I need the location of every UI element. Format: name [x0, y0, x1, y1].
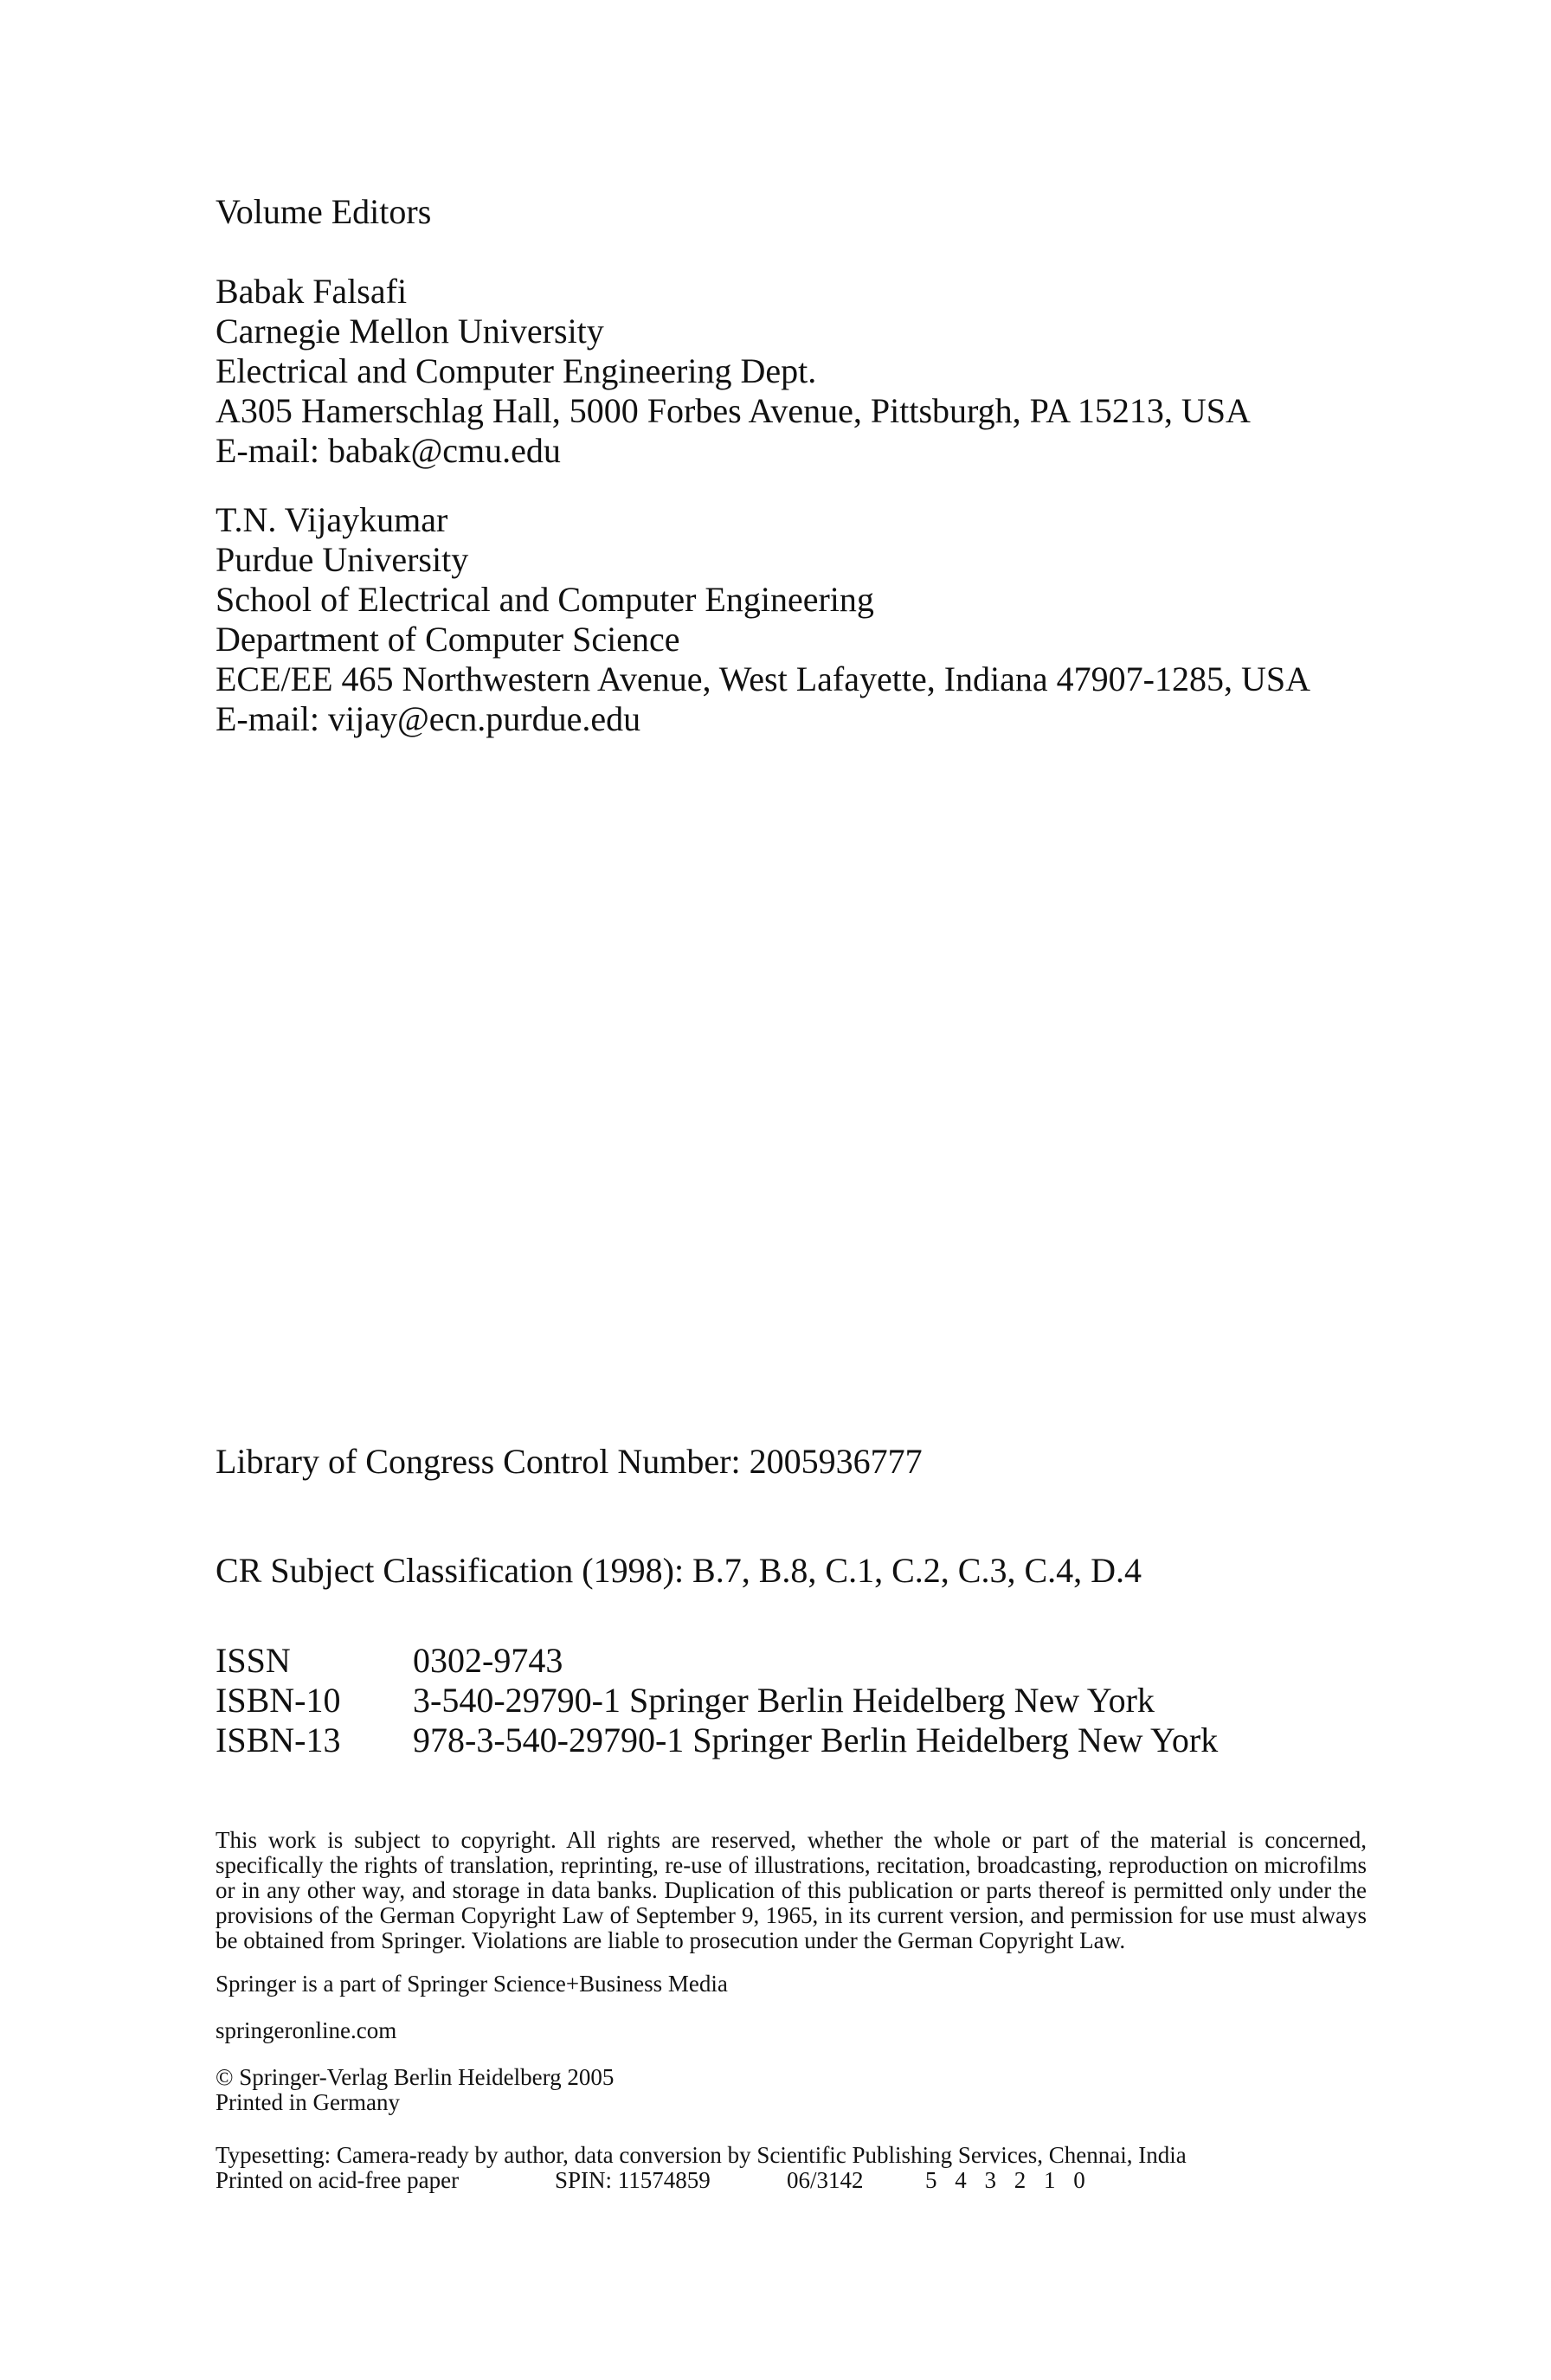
- identifier-value: 3-540-29790-1 Springer Berlin Heidelberg New York: [413, 1681, 1155, 1720]
- identifier-row: [216, 1721, 1218, 1760]
- spin-number: SPIN: 11574859: [555, 2167, 711, 2193]
- editor-name: T.N. Vijaykumar: [216, 500, 448, 539]
- copyright-notice: This work is subject to copyright. All rights are reserved, whether the whole or part of the material is concerned, specifically the rights of translation, reprinting, re-use of illustrations, recitation, broadcasting, reproduction on microfilms or in any other way, and storage in data banks. Duplication of this publication or parts thereof is permitted only under the provisions of the German Copyright Law of September 9, 1965, in its current version, and permission for use must always be obtained from Springer. Violations are liable to prosecution under the German Copyright Law.: [216, 1827, 1367, 1953]
- copyright-block: [216, 2065, 614, 2115]
- springer-affiliation: Springer is a part of Springer Science+Business Media: [216, 1971, 728, 1997]
- cr-subject-classification: CR Subject Classification (1998): B.7, B.8, C.1, C.2, C.3, C.4, D.4: [216, 1551, 1142, 1590]
- printing-info: [216, 2168, 1187, 2193]
- acid-free-note: Printed on acid-free paper: [216, 2167, 460, 2193]
- editor-address: A305 Hamerschlag Hall, 5000 Forbes Avenue, Pittsburgh, PA 15213, USA: [216, 391, 1251, 430]
- editor-affiliation: Carnegie Mellon University: [216, 312, 604, 351]
- volume-editors-heading: Volume Editors: [216, 192, 432, 231]
- editor-school: School of Electrical and Computer Engineering: [216, 580, 874, 619]
- editor-address: ECE/EE 465 Northwestern Avenue, West Lafayette, Indiana 47907-1285, USA: [216, 659, 1310, 698]
- editor-email: E-mail: babak@cmu.edu: [216, 431, 561, 470]
- identifier-value: 978-3-540-29790-1 Springer Berlin Heidelberg New York: [413, 1721, 1219, 1759]
- typesetting-note: Typesetting: Camera-ready by author, data conversion by Scientific Publishing Services, Chennai, India: [216, 2142, 1187, 2168]
- print-code: 06/3142: [787, 2167, 864, 2193]
- identifier-label: ISBN-13: [216, 1721, 341, 1759]
- editor-department: Electrical and Computer Engineering Dept.: [216, 351, 817, 390]
- loc-control-number: Library of Congress Control Number: 2005936777: [216, 1442, 923, 1481]
- copyright-line: © Springer-Verlag Berlin Heidelberg 2005: [216, 2064, 615, 2090]
- editor-name: Babak Falsafi: [216, 272, 408, 311]
- identifier-row: [216, 1681, 1218, 1721]
- identifier-table: [216, 1641, 1218, 1760]
- editor-address-block: [216, 500, 1310, 739]
- printed-in: Printed in Germany: [216, 2089, 400, 2115]
- editor-email: E-mail: vijay@ecn.purdue.edu: [216, 699, 641, 738]
- identifier-label: ISSN: [216, 1641, 291, 1680]
- typesetting-block: [216, 2143, 1187, 2193]
- publisher-website: springeronline.com: [216, 2017, 397, 2043]
- identifier-label: ISBN-10: [216, 1681, 341, 1720]
- printing-number-line: 5 4 3 2 1 0: [925, 2167, 1091, 2193]
- identifier-row: [216, 1641, 1218, 1681]
- editor-address-block: [216, 272, 1251, 471]
- identifier-value: 0302-9743: [413, 1641, 563, 1680]
- editor-affiliation: Purdue University: [216, 540, 469, 579]
- editor-department: Department of Computer Science: [216, 620, 680, 659]
